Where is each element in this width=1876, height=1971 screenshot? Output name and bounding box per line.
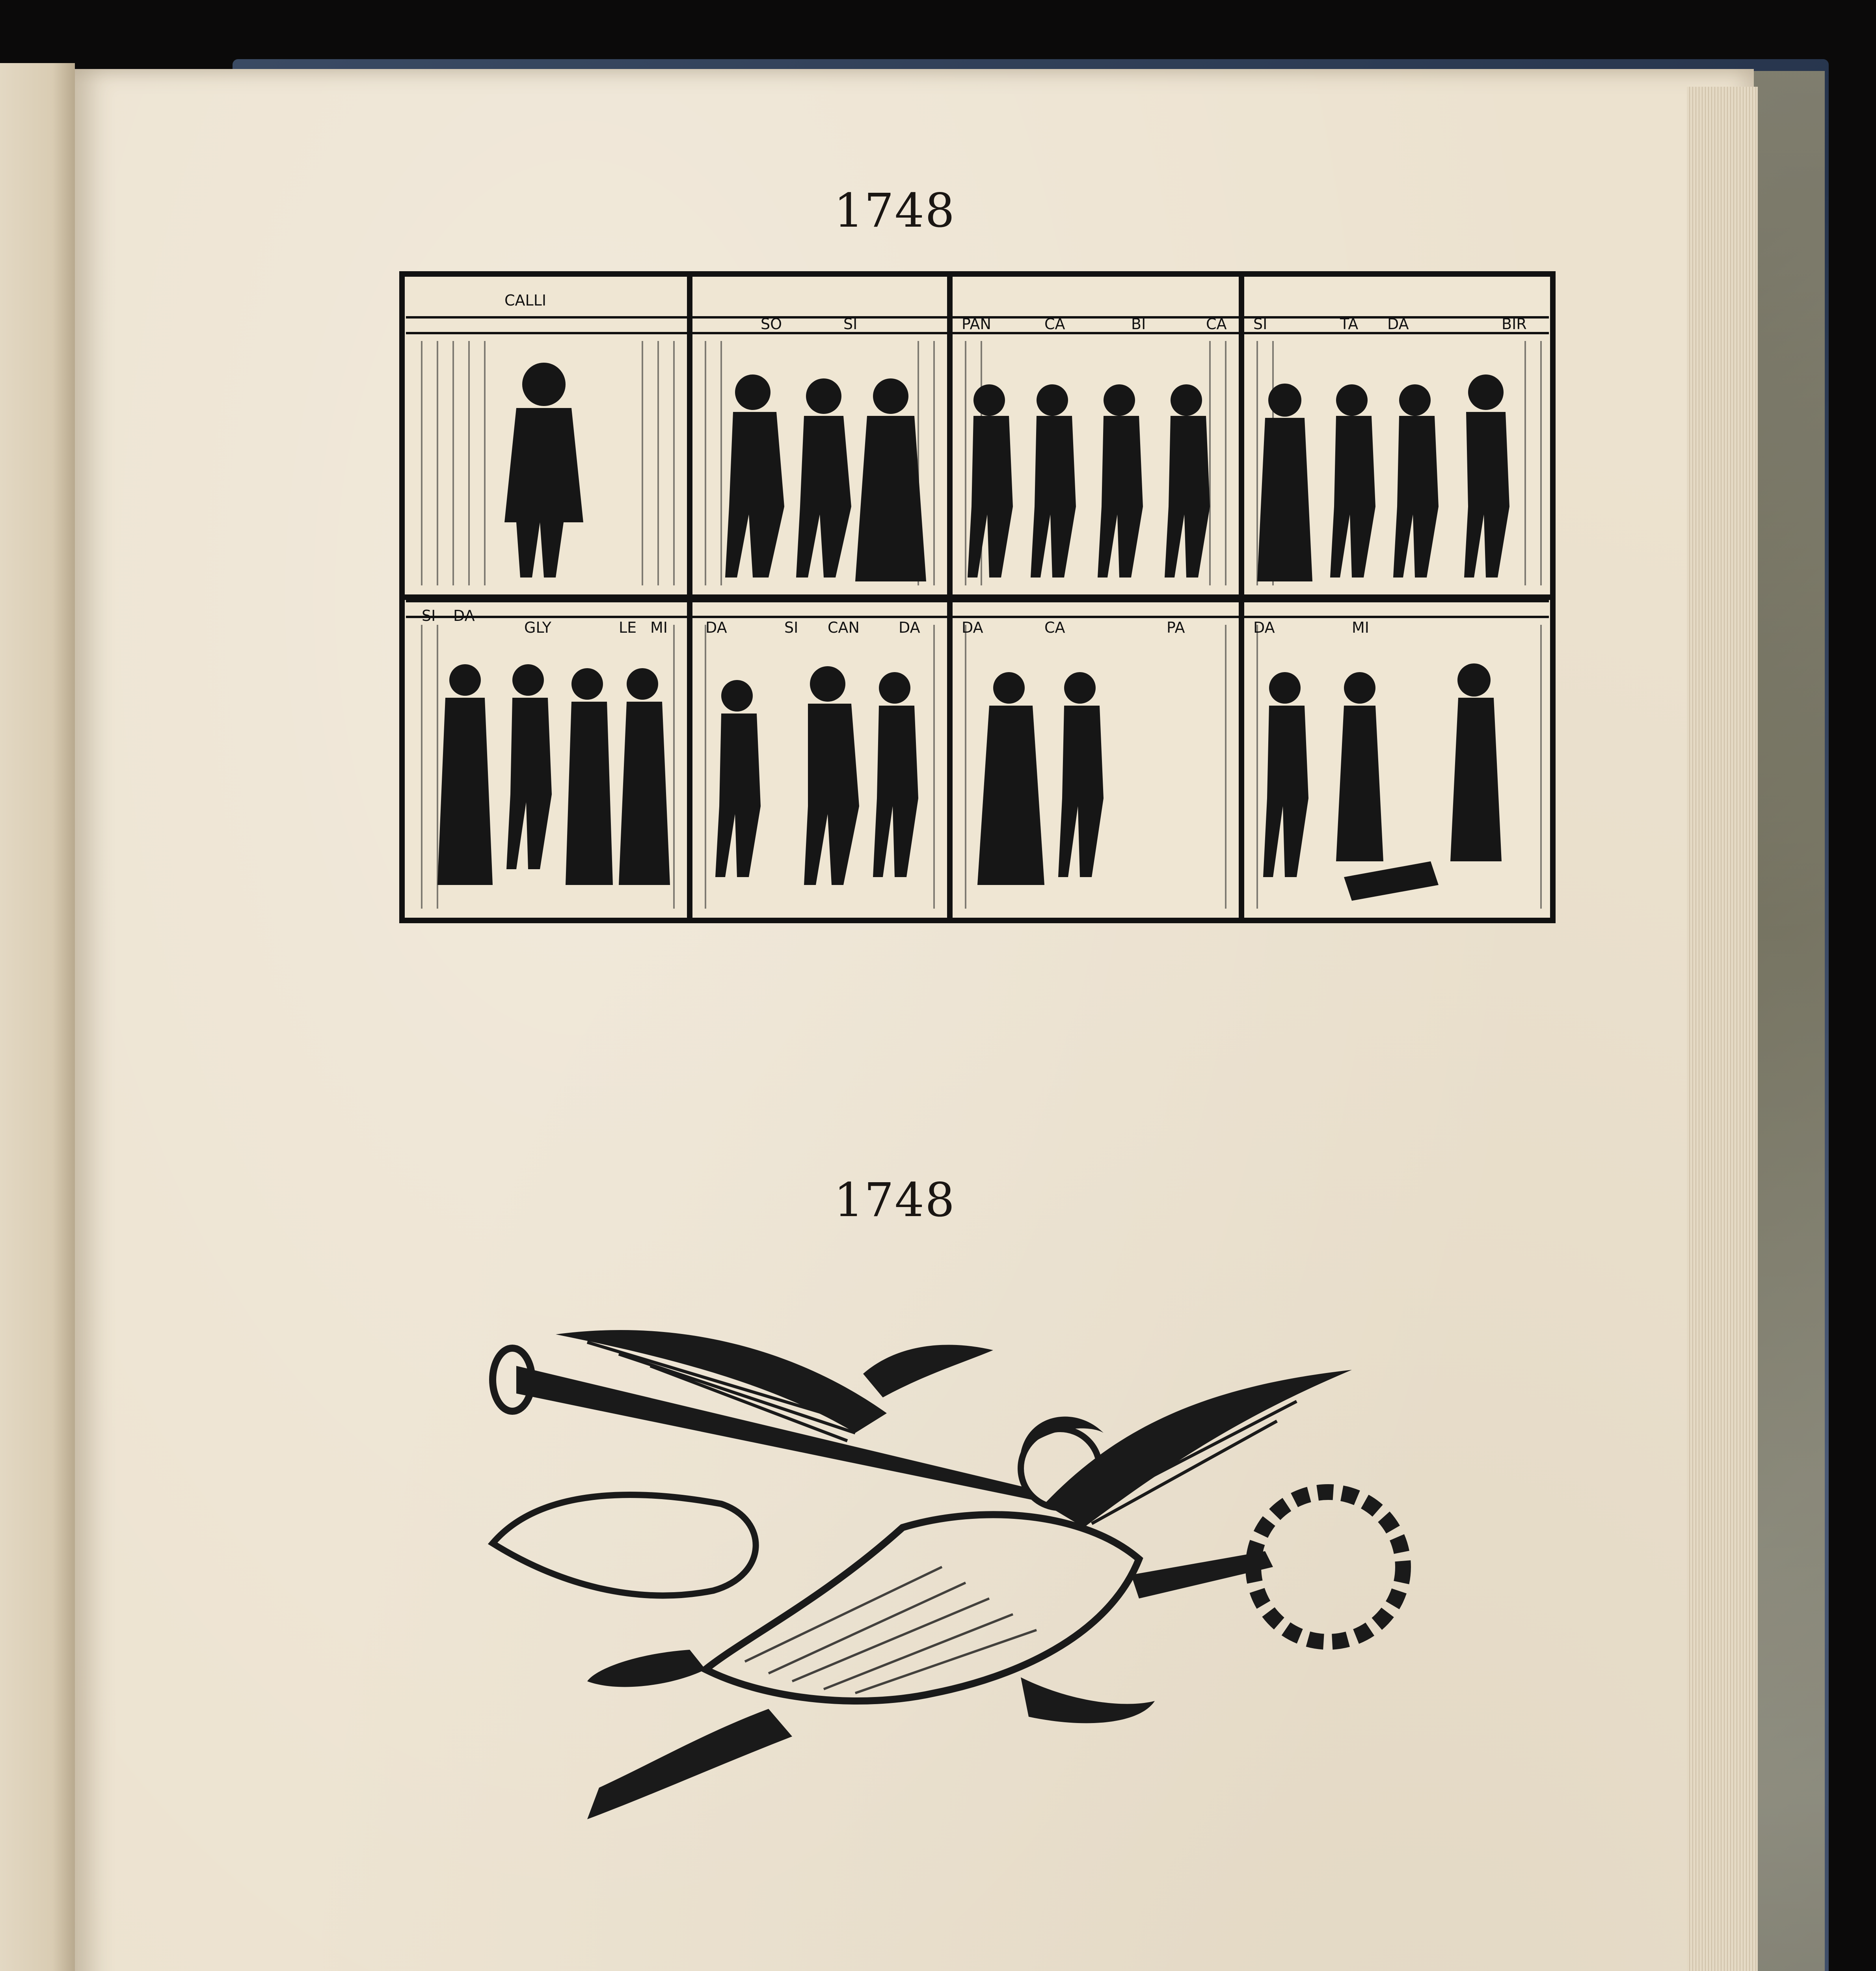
plate-year-2: 1748 [834, 1173, 956, 1227]
page-stack-edge [1687, 87, 1758, 1971]
panel-label: SI [1253, 315, 1267, 333]
panel-label: DA [705, 619, 727, 636]
panel-label: TA [1340, 315, 1359, 333]
panel-label: DA [453, 607, 475, 624]
panel-label: DA [1253, 619, 1275, 636]
panel-label: CALLI [504, 292, 547, 309]
plate-year-1: 1748 [834, 183, 956, 238]
panel-label: DA [899, 619, 920, 636]
left-page-edge [0, 63, 75, 1971]
woodcut-procession [398, 270, 1557, 924]
panel-label: GLY [524, 619, 551, 636]
panel-label: PA [1167, 619, 1185, 636]
panel-label: CA [1206, 315, 1227, 333]
panel-label: PAN [962, 315, 991, 333]
panel-label: CAN [828, 619, 860, 636]
panel-label: SI [843, 315, 858, 333]
panel-label: CA [1044, 619, 1065, 636]
book-page [75, 69, 1754, 1971]
panel-label: BIR [1502, 315, 1527, 333]
panel-label: CA [1044, 315, 1065, 333]
panel-label: SO [761, 315, 782, 333]
cover-marbled-edge [1746, 71, 1825, 1971]
woodcut-angel-with-trumpet [469, 1283, 1423, 1874]
panel-label: DA [962, 619, 983, 636]
panel-label: SI [784, 619, 798, 636]
panel-label: MI [1352, 619, 1369, 636]
panel-label: SI [422, 607, 436, 624]
panel-label: LE [619, 619, 637, 636]
panel-label: MI [650, 619, 668, 636]
panel-label: BI [1131, 315, 1146, 333]
panel-label: DA [1387, 315, 1409, 333]
